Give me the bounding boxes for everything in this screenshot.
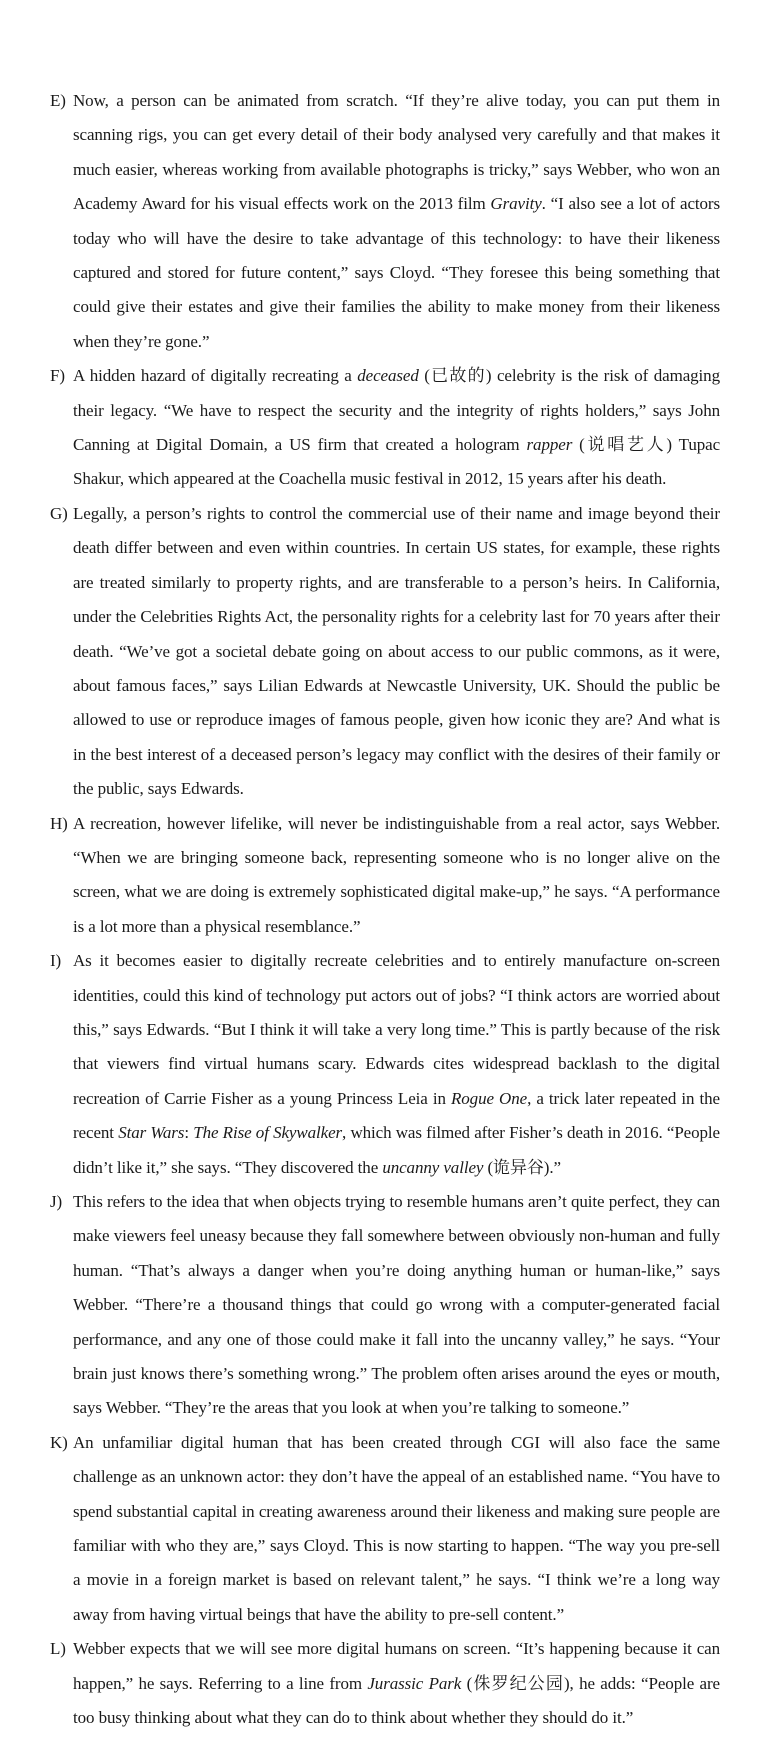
paragraph-l [50,1632,720,1735]
text-segment: . “I also see a lot of actors today who will have the desire to take advantage of this technology: to have their likeness captured and stored for future content,” says Cloyd. “They foresee this being something that could give their estates and give their families the ability to make money from their likeness when they’re gone.” [73,194,720,351]
italic-text-segment: Gravity [490,194,542,214]
paragraph-i [50,944,720,1185]
italic-text-segment: rapper [526,435,573,455]
paragraph-label: I) [50,951,62,971]
paragraph-label: L) [50,1639,66,1659]
paragraph-h [50,807,720,945]
paragraph-j [50,1185,720,1426]
paragraph-label: H) [50,813,68,833]
text-segment: (已故的) celebrity is the risk of damaging their legacy. “We have to respect the security and the integrity of rights holders,” says John Canning at Digital Domain, a US firm that created a hologram [73,366,720,455]
paragraph-f [50,359,720,497]
paragraph-e [50,84,720,359]
text-segment: (侏罗纪公园), he adds: “People are too busy thinking about what they can do to think about whether they should do it.” [73,1673,720,1728]
paragraph-label: G) [50,503,68,523]
text-segment: As it becomes easier to digitally recreate celebrities and to entirely manufacture on-screen identities, could this kind of technology put actors out of jobs? “I think actors are worried about this,” says Edwards. “But I think it will take a very long time.” This is partly because of the risk that viewers find virtual humans scary. Edwards cites widespread backlash to the digital recreation of Carrie Fisher as a young Princess Leia in [73,951,720,1108]
italic-text-segment: Star Wars [118,1123,185,1143]
italic-text-segment: The Rise of Skywalker [193,1123,343,1143]
text-segment: (诡异谷).” [483,1157,561,1177]
italic-text-segment: Rogue One [450,1088,528,1108]
document-body [50,84,720,1736]
paragraph-label: E) [50,91,66,110]
text-segment: : [184,1123,194,1143]
text-segment: A recreation, however lifelike, will never be indistinguishable from a real actor, says Webber. “When we are bringing someone back, representing someone who is no longer alive on the screen, what we are doing is extremely sophisticated digital make-up,” he says. “A performance is a lot more than a physical resemblance.” [73,813,720,936]
text-segment: , a trick later repeated in the recent [73,1088,720,1143]
paragraph-label: F) [50,366,65,386]
italic-text-segment: deceased [357,366,419,386]
text-segment: This refers to the idea that when objects trying to resemble humans aren’t quite perfect, they can make viewers feel uneasy because they fall somewhere between obviously non-human and fully human. “That’s always a danger when you’re doing anything human or human-like,” says Webber. “There’re a thousand things that could go wrong with a computer-generated facial performance, and any one of those could make it fall into the uncanny valley,” he says. “Your brain just knows there’s something wrong.” The problem often arises around the eyes or mouth, says Webber. “They’re the areas that you look at when you’re talking to someone.” [73,1192,720,1418]
text-segment: (说唱艺人) Tupac Shakur, which appeared at the Coachella music festival in 2012, 15 years after his death. [73,435,721,489]
text-segment: A hidden hazard of digitally recreating a [73,366,358,386]
text-segment: An unfamiliar digital human that has been created through CGI will also face the same challenge as an unknown actor: they don’t have the appeal of an established name. “You have to spend substantial capital in creating awareness around their likeness and making sure people are familiar with who they are,” says Cloyd. This is now starting to happen. “The way you pre-sell a movie in a foreign market is based on relevant talent,” he says. “I think we’re a long way away from having virtual beings that have the ability to pre-sell content.” [73,1432,720,1624]
text-segment: , which was filmed after Fisher’s death in 2016. “People didn’t like it,” she says. “They discovered the [73,1123,720,1177]
text-segment: Webber expects that we will see more digital humans on screen. “It’s happening because it can happen,” he says. Referring to a line from [73,1639,720,1693]
text-segment: Legally, a person’s rights to control the commercial use of their name and image beyond their death differ between and even within countries. In certain US states, for example, these rights are treated similarly to property rights, and are transferable to a person’s heirs. In California, under the Celebrities Rights Act, the personality rights for a celebrity last for 70 years after their death. “We’ve got a societal debate going on about access to our public commons, as it were, about famous faces,” says Lilian Edwards at Newcastle University, UK. Should the public be allowed to use or reproduce images of famous people, given how iconic they are? And what is in the best interest of a deceased person’s legacy may conflict with the desires of their family or the public, says Edwards. [73,503,720,799]
paragraph-label: J) [50,1192,63,1211]
italic-text-segment: uncanny valley [382,1157,484,1177]
paragraph-g [50,497,720,807]
paragraph-label: K) [50,1432,68,1452]
italic-text-segment: Jurassic Park [367,1673,462,1693]
text-segment: Now, a person can be animated from scratch. “If they’re alive today, you can put them in scanning rigs, you can get every detail of their body analysed very carefully and that makes it much easier, whereas working from available photographs is tricky,” says Webber, who won an Academy Award for his visual effects work on the 2013 film [73,91,720,214]
paragraph-k [50,1426,720,1632]
